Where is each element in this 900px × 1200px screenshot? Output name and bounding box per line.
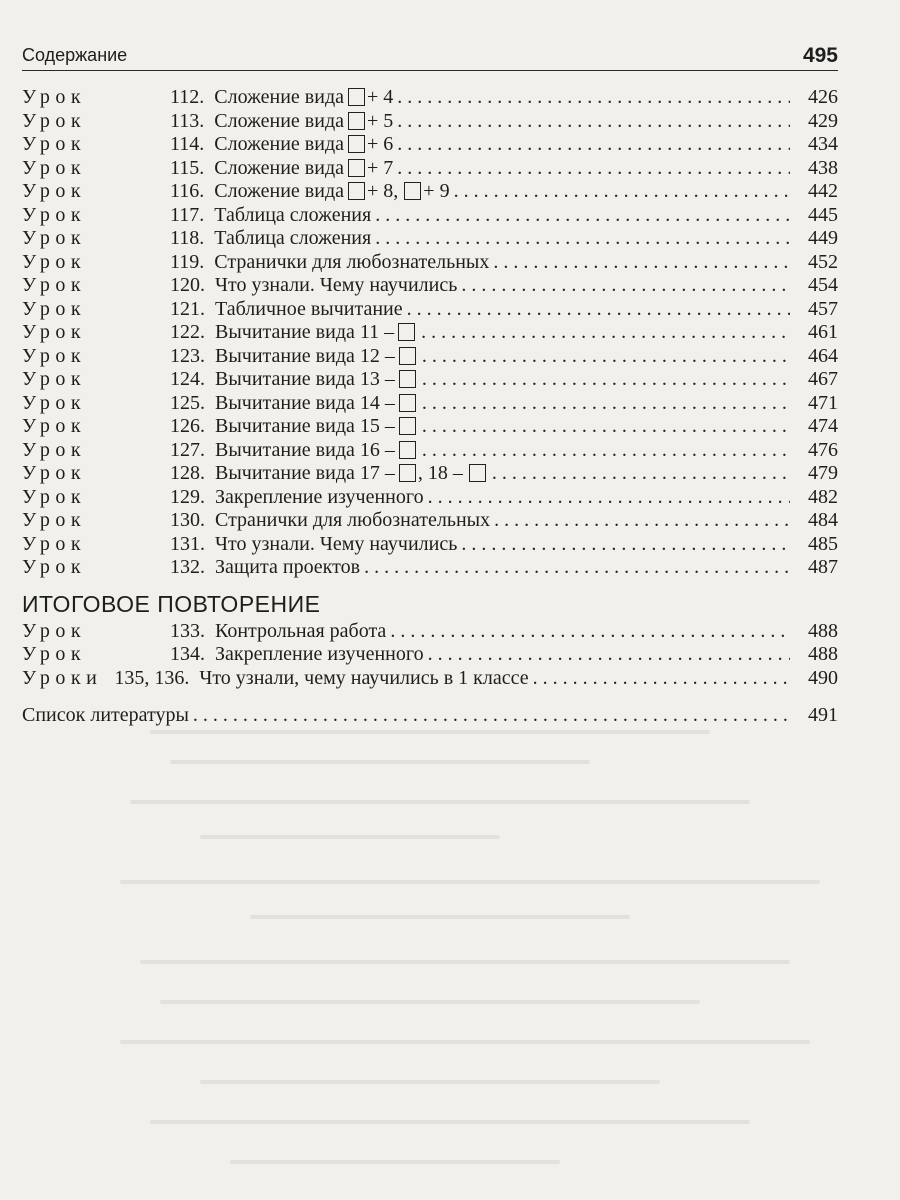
- lesson-number: 129.: [170, 485, 205, 508]
- lesson-title: [215, 392, 418, 416]
- page-ref: 488: [808, 619, 838, 642]
- lesson-title: [214, 227, 371, 251]
- lesson-number: 128.: [170, 462, 205, 484]
- page-ref: 452: [808, 250, 838, 273]
- lesson-label: Урок: [22, 619, 87, 642]
- dot-leader: [390, 620, 790, 644]
- lesson-number: 123.: [170, 344, 205, 367]
- lesson-number: 120.: [170, 274, 205, 296]
- lesson-number: 127.: [170, 438, 205, 461]
- lesson-title-text: Странички для любознательных: [214, 250, 490, 273]
- dot-leader: [422, 345, 790, 369]
- lesson-number: 119.: [170, 250, 205, 273]
- page-ref: 429: [808, 109, 838, 132]
- page-ref: 438: [808, 156, 838, 179]
- blank-box: [399, 347, 416, 365]
- lesson-title: [215, 274, 457, 298]
- lesson-number: 115.: [170, 156, 205, 179]
- dot-leader: [193, 704, 790, 728]
- lesson-number: 124.: [170, 368, 205, 390]
- lesson-label: Урок: [22, 509, 87, 531]
- lesson-title-text: Таблица сложения: [214, 203, 372, 226]
- lesson-number: 132.: [170, 556, 205, 578]
- references-page: 491: [808, 704, 838, 726]
- lesson-title: [215, 509, 490, 533]
- lesson-label: Урок: [22, 227, 87, 249]
- dot-leader: [422, 439, 790, 463]
- lesson-title-text: Контрольная работа: [215, 619, 387, 642]
- page-number: 495: [802, 44, 838, 67]
- page-ref: 476: [808, 438, 838, 461]
- lesson-title-text: Сложение вида: [214, 180, 345, 202]
- lesson-title-suffix: + 6: [367, 133, 394, 155]
- blank-box: [398, 323, 415, 341]
- toc-entry[interactable]: [22, 227, 838, 251]
- page-ref: 457: [808, 297, 838, 320]
- lesson-label: Урок: [22, 415, 87, 437]
- lesson-number: 121.: [170, 297, 205, 320]
- toc-entry[interactable]: [22, 415, 838, 439]
- lesson-number: 133.: [170, 619, 205, 642]
- lesson-title-text: Вычитание вида 15 –: [215, 415, 395, 437]
- lesson-label: Урок: [22, 532, 87, 555]
- lesson-title: [215, 345, 418, 369]
- toc-entry[interactable]: [22, 368, 838, 392]
- table-of-contents: [22, 86, 838, 728]
- lesson-title-text: Вычитание вида 12 –: [215, 344, 395, 367]
- toc-entry[interactable]: [22, 110, 838, 134]
- lesson-title-text: Закрепление изученного: [215, 643, 424, 665]
- page-ref: 445: [808, 203, 838, 226]
- lesson-label: Урок: [22, 180, 87, 202]
- lesson-label: Урок: [22, 462, 87, 484]
- dot-leader: [422, 368, 790, 392]
- toc-entry[interactable]: [22, 321, 838, 345]
- lesson-list: [22, 86, 838, 580]
- lesson-title-text: Вычитание вида 16 –: [215, 438, 395, 461]
- dot-leader: [375, 204, 790, 228]
- page-ref: 490: [808, 666, 838, 689]
- blank-box: [399, 417, 416, 435]
- blank-box: [348, 135, 365, 153]
- lesson-title-text: Вычитание вида 14 –: [215, 391, 395, 414]
- lesson-number: 122.: [170, 321, 205, 343]
- lesson-title: [199, 667, 528, 691]
- page-ref: 442: [808, 180, 838, 202]
- lesson-list-final: [22, 620, 838, 691]
- lesson-label: Урок: [22, 133, 87, 155]
- lesson-title-text: Сложение вида: [214, 86, 345, 108]
- lesson-label: Урок: [22, 485, 87, 508]
- lesson-title-text: Закрепление изученного: [215, 485, 424, 508]
- dot-leader: [422, 415, 790, 439]
- lesson-title: [215, 298, 403, 322]
- page-header: [22, 40, 838, 71]
- blank-box: [404, 182, 421, 200]
- lesson-label: Урок: [22, 344, 87, 367]
- lesson-title: [214, 86, 393, 110]
- dot-leader: [493, 251, 790, 275]
- blank-box: [348, 88, 365, 106]
- lesson-title: [215, 415, 418, 439]
- lesson-title: [214, 204, 371, 228]
- page-ref: 484: [808, 509, 838, 531]
- lesson-number: 112.: [170, 86, 205, 108]
- lesson-label: Урок: [22, 643, 87, 665]
- toc-entry[interactable]: [22, 509, 838, 533]
- page-ref: 461: [808, 321, 838, 343]
- lesson-title-suffix: , 18 –: [417, 462, 463, 484]
- lesson-title-suffix: + 8,: [367, 180, 399, 202]
- lesson-label: Урок: [22, 297, 87, 320]
- page-ref: 479: [808, 462, 838, 484]
- lesson-title-text: Вычитание вида 17 –: [215, 462, 395, 484]
- lesson-title: [215, 439, 418, 463]
- page-ref: 434: [808, 133, 838, 155]
- lesson-label: Урок: [22, 321, 87, 343]
- lesson-title: [215, 643, 424, 667]
- lesson-label: Урок: [22, 156, 87, 179]
- lesson-number: 135, 136.: [114, 666, 190, 689]
- toc-entry[interactable]: [22, 439, 838, 463]
- lesson-number: 114.: [170, 133, 205, 155]
- lesson-label: Урок: [22, 391, 87, 414]
- page-ref: 485: [808, 532, 838, 555]
- lesson-label: Урок: [22, 109, 87, 132]
- lesson-title-text: Что узнали. Чему научились: [215, 274, 458, 296]
- page-ref: 454: [808, 274, 838, 296]
- lesson-title: [214, 133, 393, 157]
- page-ref: 449: [808, 227, 838, 249]
- lesson-title: [215, 368, 418, 392]
- blank-box: [399, 394, 416, 412]
- lesson-title-suffix: + 4: [367, 86, 394, 108]
- blank-box: [348, 159, 365, 177]
- page-ref: 464: [808, 344, 838, 367]
- lesson-title: [214, 110, 393, 134]
- lesson-number: 131.: [170, 532, 205, 555]
- bleed-through-text: [0, 720, 900, 1180]
- dot-leader: [397, 133, 790, 157]
- toc-entry[interactable]: [22, 298, 838, 322]
- blank-box: [348, 182, 365, 200]
- lesson-number: 118.: [170, 227, 205, 249]
- lesson-title: [214, 251, 489, 275]
- dot-leader: [428, 643, 790, 667]
- lesson-title-text: Защита проектов: [215, 556, 361, 578]
- dot-leader: [461, 274, 790, 298]
- lesson-title-suffix: + 5: [367, 109, 394, 132]
- toc-entry[interactable]: [22, 274, 838, 298]
- lesson-title-text: Табличное вычитание: [215, 297, 403, 320]
- references-title: Список литературы: [22, 704, 189, 726]
- lesson-title-text: Сложение вида: [214, 156, 345, 179]
- toc-entry[interactable]: [22, 180, 838, 204]
- lesson-title: [215, 462, 488, 486]
- lesson-title-text: Таблица сложения: [214, 227, 372, 249]
- references-entry[interactable]: [22, 704, 838, 728]
- blank-box: [399, 464, 416, 482]
- blank-box: [399, 370, 416, 388]
- lesson-title-text: Что узнали. Чему научились: [215, 532, 458, 555]
- lesson-title-text: Сложение вида: [214, 133, 345, 155]
- toc-entry[interactable]: [22, 620, 838, 644]
- lesson-title: [215, 620, 386, 644]
- toc-entry[interactable]: [22, 556, 838, 580]
- dot-leader: [533, 667, 790, 691]
- lesson-number: 134.: [170, 643, 205, 665]
- dot-leader: [461, 533, 790, 557]
- toc-entry[interactable]: [22, 86, 838, 110]
- page-ref: 482: [808, 485, 838, 508]
- lesson-label: Урок: [22, 368, 87, 390]
- lesson-number: 130.: [170, 509, 205, 531]
- toc-entry[interactable]: [22, 667, 838, 691]
- toc-entry[interactable]: [22, 204, 838, 228]
- toc-entry[interactable]: [22, 533, 838, 557]
- dot-leader: [375, 227, 790, 251]
- dot-leader: [364, 556, 790, 580]
- lesson-label: Уроки: [22, 666, 103, 689]
- lesson-title-text: Что узнали, чему научились в 1 классе: [199, 666, 529, 689]
- lesson-number: 117.: [170, 203, 205, 226]
- page-ref: 488: [808, 643, 838, 665]
- dot-leader: [422, 392, 790, 416]
- toc-entry[interactable]: [22, 643, 838, 667]
- toc-entry[interactable]: [22, 392, 838, 416]
- lesson-title-text: Сложение вида: [214, 109, 345, 132]
- blank-box: [348, 112, 365, 130]
- toc-entry[interactable]: [22, 462, 838, 486]
- dot-leader: [397, 157, 790, 181]
- dot-leader: [454, 180, 790, 204]
- page-ref: 474: [808, 415, 838, 437]
- toc-entry[interactable]: [22, 251, 838, 275]
- lesson-label: Урок: [22, 250, 87, 273]
- page-ref: 426: [808, 86, 838, 108]
- toc-entry[interactable]: [22, 486, 838, 510]
- lesson-title: [214, 157, 393, 181]
- page-ref: 487: [808, 556, 838, 578]
- lesson-title-suffix: + 9: [423, 180, 450, 202]
- lesson-number: 126.: [170, 415, 205, 437]
- lesson-number: 113.: [170, 109, 205, 132]
- lesson-label: Урок: [22, 86, 87, 108]
- lesson-title: [215, 486, 424, 510]
- lesson-number: 116.: [170, 180, 205, 202]
- blank-box: [469, 464, 486, 482]
- dot-leader: [407, 298, 790, 322]
- lesson-title-suffix: + 7: [367, 156, 394, 179]
- lesson-label: Урок: [22, 438, 87, 461]
- lesson-title: [214, 180, 449, 204]
- lesson-title-text: Вычитание вида 11 –: [215, 321, 395, 343]
- toc-entry[interactable]: [22, 345, 838, 369]
- lesson-number: 125.: [170, 391, 205, 414]
- page-ref: 471: [808, 391, 838, 414]
- dot-leader: [397, 110, 790, 134]
- lesson-label: Урок: [22, 556, 87, 578]
- toc-entry[interactable]: [22, 157, 838, 181]
- dot-leader: [421, 321, 790, 345]
- lesson-title-text: Странички для любознательных: [215, 509, 491, 531]
- lesson-title: [215, 533, 457, 557]
- dot-leader: [397, 86, 790, 110]
- lesson-title-text: Вычитание вида 13 –: [215, 368, 395, 390]
- dot-leader: [428, 486, 790, 510]
- lesson-label: Урок: [22, 203, 87, 226]
- lesson-title: [215, 556, 360, 580]
- dot-leader: [494, 509, 790, 533]
- section-heading: ИТОГОВОЕ ПОВТОРЕНИЕ: [22, 590, 321, 617]
- lesson-title: [215, 321, 417, 345]
- page-ref: 467: [808, 368, 838, 390]
- lesson-label: Урок: [22, 274, 87, 296]
- running-title: Содержание: [22, 45, 128, 65]
- blank-box: [399, 441, 416, 459]
- toc-entry[interactable]: [22, 133, 838, 157]
- dot-leader: [492, 462, 790, 486]
